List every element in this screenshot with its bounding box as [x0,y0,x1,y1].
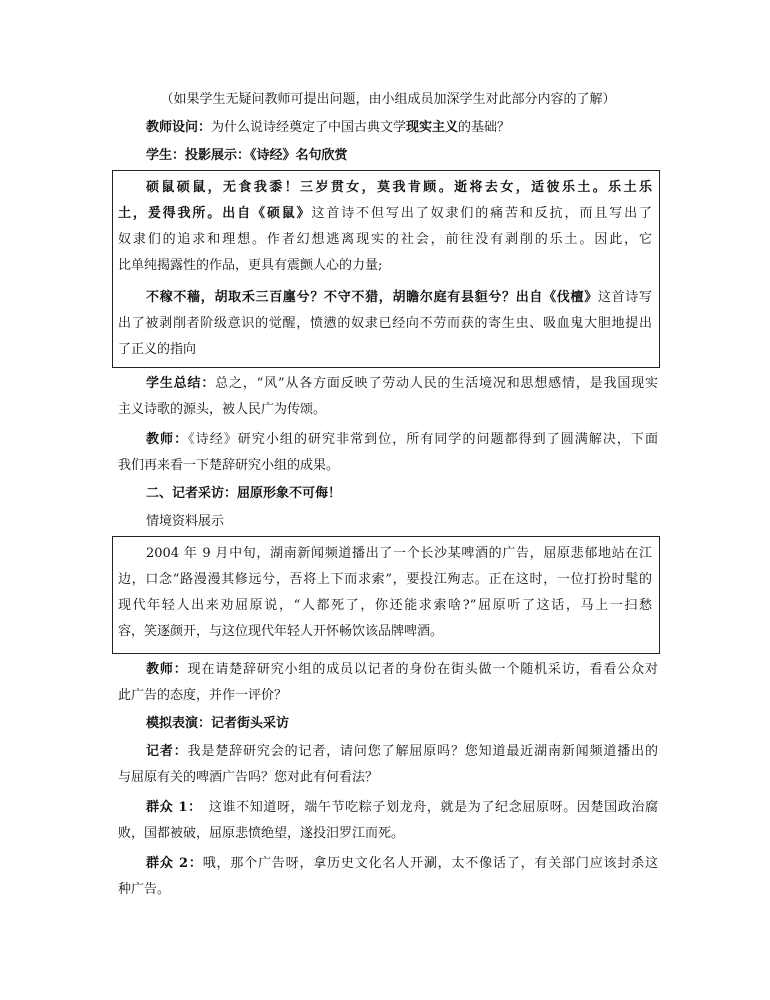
student-summary-line2: 主义诗歌的源头，被人民广为传颂。 [118,402,327,417]
teacher-task-label: 教师： [146,662,188,677]
crowd1-line1 [146,800,658,816]
teacher-remark-text: 《诗经》研究小组的研究非常到位，所有同学的问题都得到了圆满解决，下面 [188,432,658,447]
poem-title-2: 不稼不穑，胡取禾三百廛兮？不守不猎，胡瞻尔庭有县貆兮？出自《伐檀》 [146,290,598,305]
teacher-question-label: 教师设问： [146,120,212,135]
student-summary-label: 学生总结： [146,376,216,391]
scenario-line4: 容，笑逐颜开，与这位现代年轻人开怀畅饮该品牌啤酒。 [118,624,444,639]
teacher-task-line2: 此广告的态度，并作一评价？ [118,688,288,703]
poem-box-p1-line3: 奴隶们的追求和理想。作者幻想逃离现实的社会，前往没有剥削的乐土。因此，它 [118,232,652,247]
scene-label: 情境资料展示 [146,514,225,529]
poem-box-p1-line1: 硕鼠硕鼠，无食我黍！三岁贯女，莫我肯顾。逝将去女，适彼乐土。乐土乐 [146,180,652,195]
crowd2-line1 [146,856,658,872]
section-heading: 二、记者采访：屈原形象不可侮！ [146,486,342,501]
student-summary-text: 总之，“风”从各方面反映了劳动人民的生活境况和思想感情，是我国现实 [215,376,658,391]
teacher-question [146,120,658,136]
teacher-question-bold: 现实主义 [406,120,459,135]
teacher-remark-label: 教师： [146,432,189,447]
reporter-text: 我是楚辞研究会的记者，请问您了解屈原吗？您知道最近湖南新闻频道播出的 [187,744,658,759]
poem-title-1: 土，爰得我所。出自《硕鼠》 [118,206,312,221]
reporter-line1 [146,744,658,760]
crowd2-label: 群众 2： [146,856,203,871]
teacher-question-end: 的基础？ [458,120,511,135]
crowd1-line2: 败，国都被破，屈原悲愤绝望，遂投汨罗江而死。 [118,826,405,841]
teacher-remark-line2: 我们再来看一下楚辞研究小组的成果。 [118,458,340,473]
crowd2-text: 哦，那个广告呀，拿历史文化名人开涮，太不像话了，有关部门应该封杀这 [202,856,658,871]
crowd2-line2: 种广告。 [118,882,171,897]
poem-box-p2-line1-rest: 这首诗写 [597,290,652,305]
poem-box-p1-line2-rest: 这首诗不但写出了奴隶们的痛苦和反抗，而且写出了 [311,206,652,221]
poem-box-p1-line4: 比单纯揭露性的作品，更具有震颤人心的力量; [118,258,383,273]
scenario-line3: 现代年轻人出来劝屈原说，“人都死了，你还能求索啥?”屈原听了这话，马上一扫愁 [118,598,652,613]
teacher-task-text: 现在请楚辞研究小组的成员以记者的身份在街头做一个随机采访，看看公众对 [187,662,658,677]
crowd1-text: 这谁不知道呀，端午节吃粽子划龙舟，就是为了纪念屈原呀。因楚国政治腐 [195,800,658,815]
scenario-line1: 2004 年 9 月中旬，湖南新闻频道播出了一个长沙某啤酒的广告，屈原悲郁地站在江 [146,546,652,561]
student-label: 学生：投影展示：《诗经》名句欣赏 [146,148,348,163]
poem-box-p2-line3: 了正义的指向 [118,342,197,357]
reporter-label: 记者： [146,744,188,759]
poem-box-p2-line2: 出了被剥削者阶级意识的觉醒，愤懑的奴隶已经向不劳而获的寄生虫、吸血鬼大胆地提出 [118,316,652,331]
intro-note: （如果学生无疑问教师可提出问题，由小组成员加深学生对此部分内容的了解） [160,92,616,107]
teacher-question-text: 为什么说诗经奠定了中国古典文学 [211,120,407,135]
scenario-line2: 边，口念“路漫漫其修远兮，吾将上下而求索”，要投江殉志。正在这时，一位打扮时髦的 [118,572,652,587]
teacher-task-line1 [146,662,658,678]
reporter-line2: 与屈原有关的啤酒广告吗？您对此有何看法？ [118,770,379,785]
teacher-remark-line1 [146,432,658,448]
poem-box-p2-line1 [146,290,652,306]
crowd1-label: 群众 1： [146,800,196,815]
simulation-heading: 模拟表演：记者街头采访 [146,716,290,731]
student-summary-line1 [146,376,658,392]
poem-box-p1-line2 [118,206,652,222]
